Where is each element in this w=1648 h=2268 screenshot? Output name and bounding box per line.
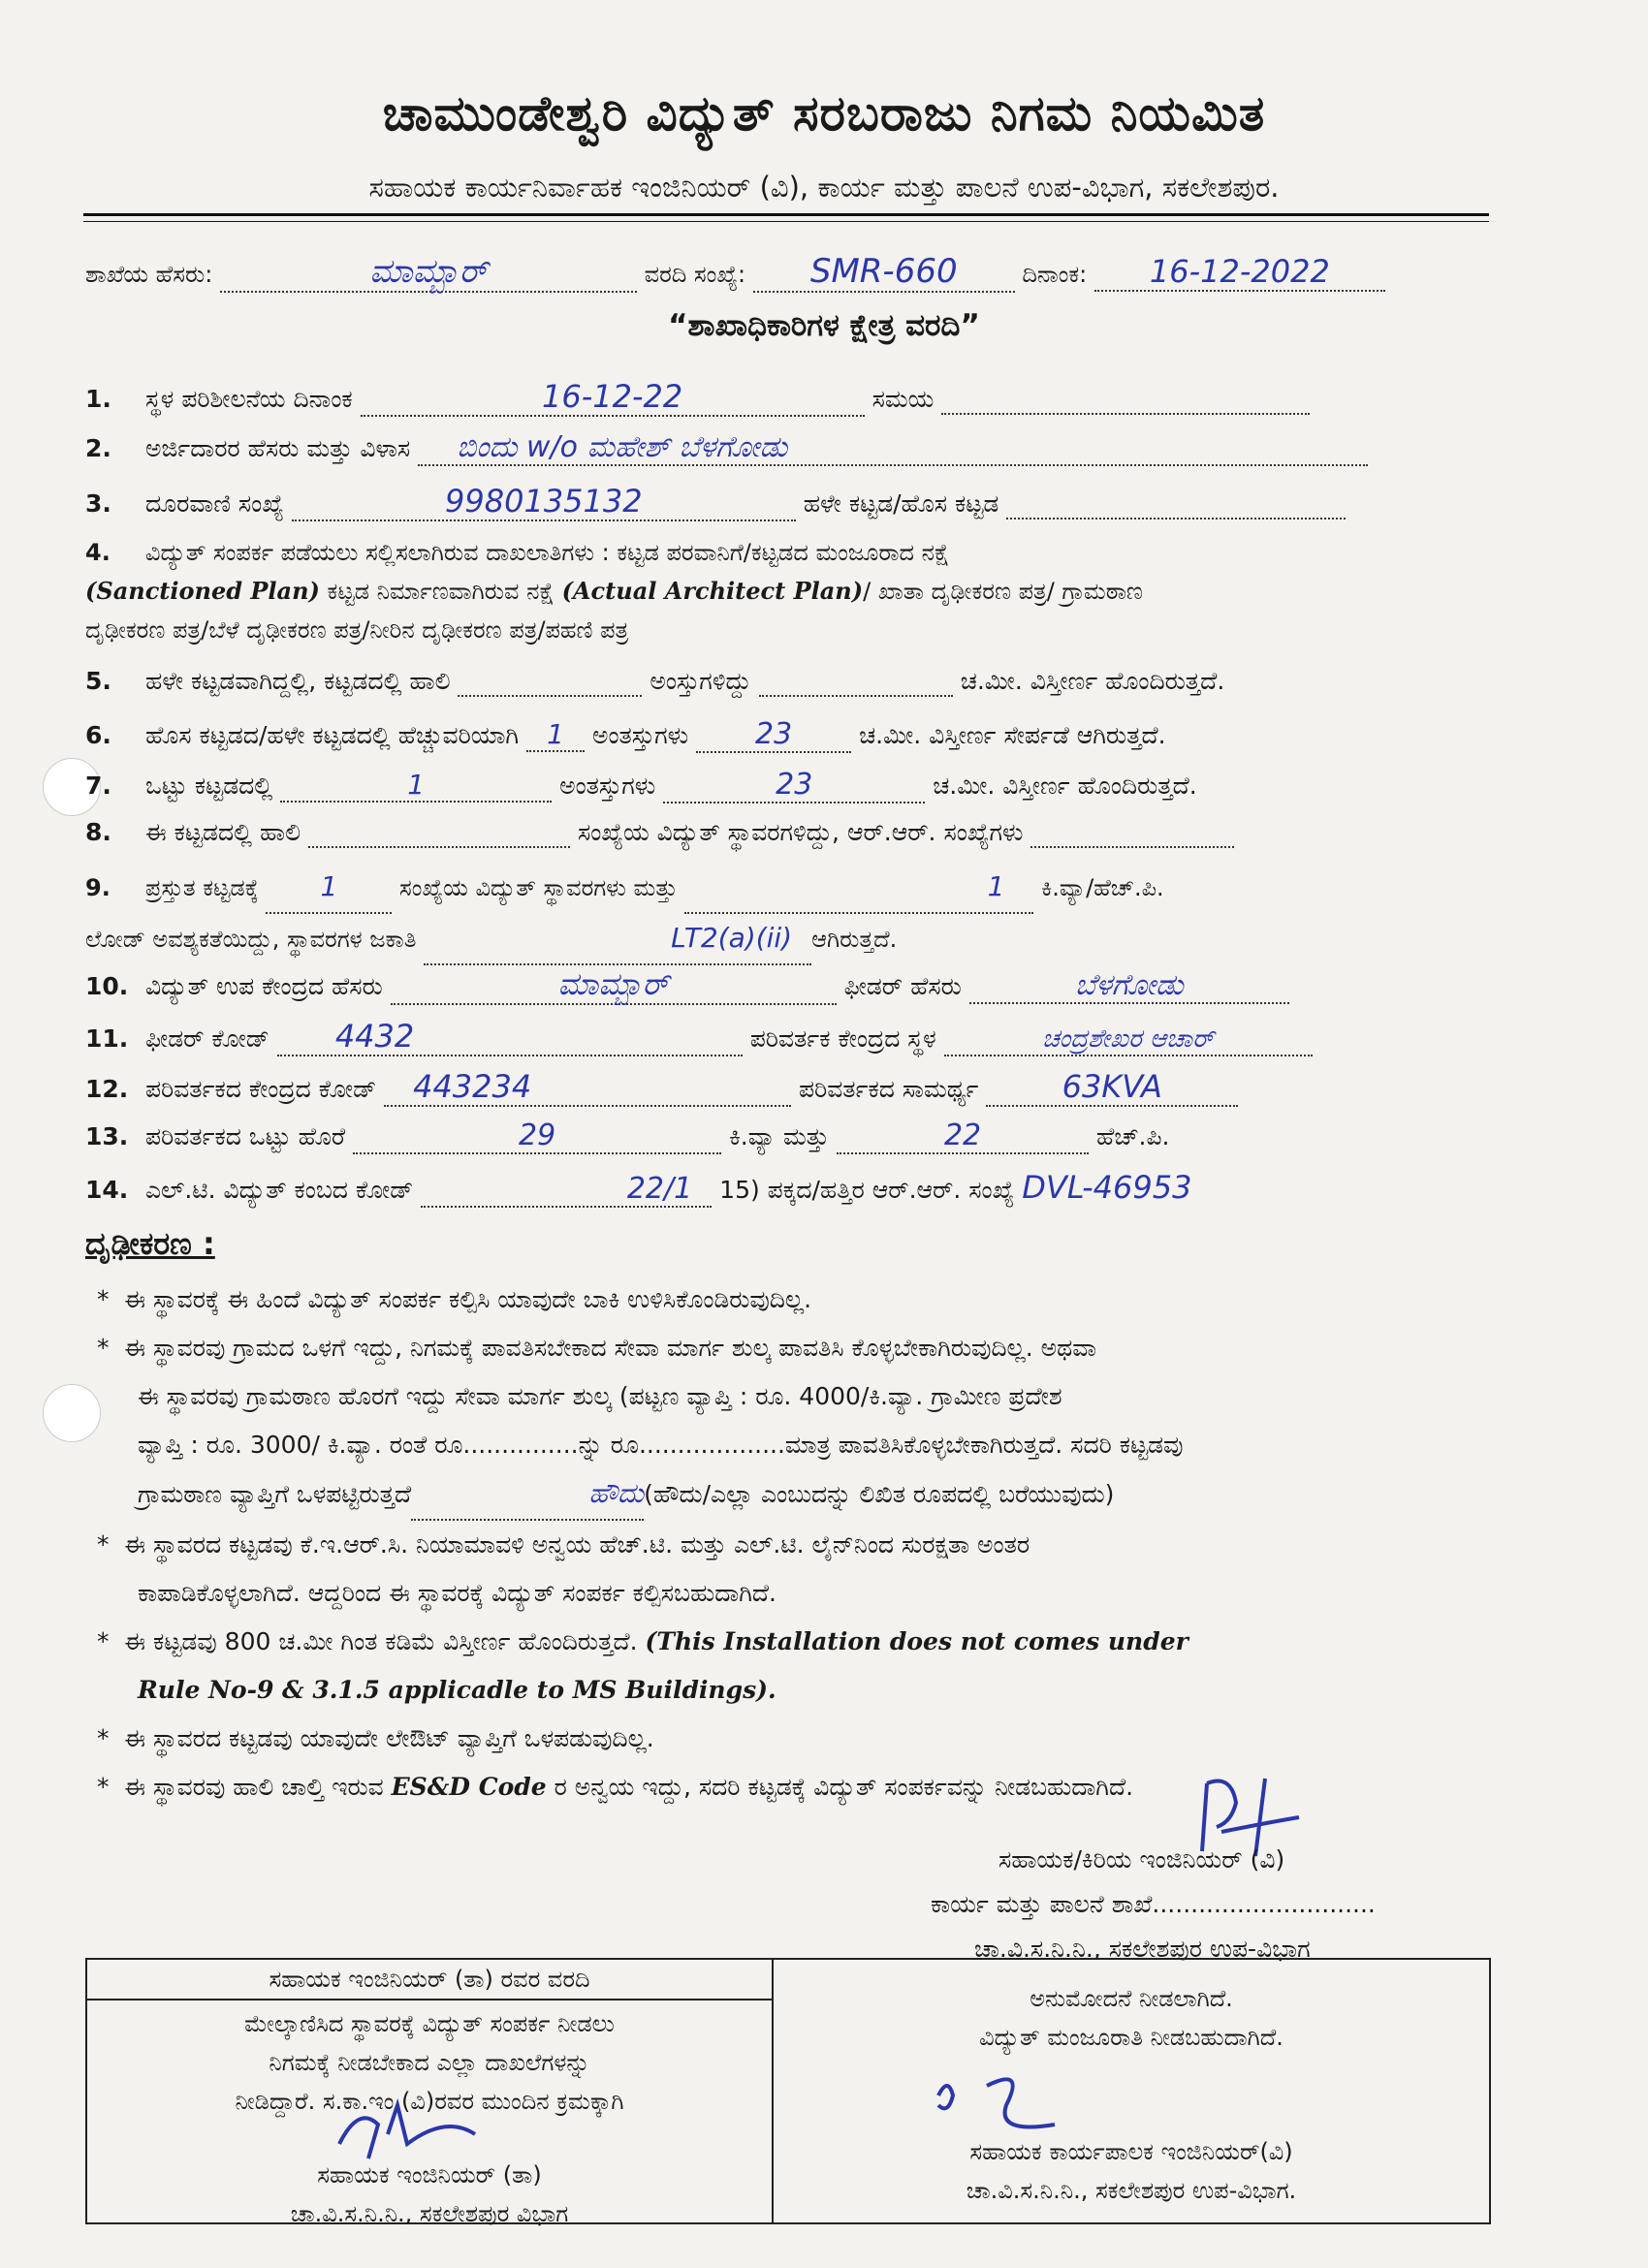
ae-report-line-1: ಮೇಲ್ಕಾಣಿಸಿದ ಸ್ಥಾವರಕ್ಕೆ ವಿದ್ಯುತ್ ಸಂಪರ್ಕ ನೀಡಲು bbox=[244, 2010, 615, 2037]
item-label: ಪರಿವರ್ತಕದ ಒಟ್ಟು ಹೊರೆ bbox=[145, 1122, 346, 1150]
cert-bullet-3-line-1: ಈ ಸ್ಥಾವರದ ಕಟ್ಟಡವು ಕೆ.ಇ.ಆರ್.ಸಿ. ನಿಯಾಮಾವಳಿ ಅನ್ವಯ ಹೆಚ್.ಟಿ. ಮತ್ತು ಎಲ್.ಟಿ. ಲೈನ್‌ನಿಂದ ಸುರಕ್ಷತಾ ಅಂತರ bbox=[124, 1530, 1030, 1559]
item-label: ಹೊಸ ಕಟ್ಟಡದ/ಹಳೇ ಕಟ್ಟಡದಲ್ಲಿ ಹೆಚ್ಚುವರಿಯಾಗಿ bbox=[145, 721, 520, 749]
total-area-field bbox=[663, 768, 925, 803]
ae-report-box bbox=[85, 1958, 774, 2227]
sign-office: ಚಾ.ವಿ.ಸ.ನಿ.ನಿ., ಸಕಲೇಶಪುರ ಉಪ-ವಿಭಾಗ bbox=[974, 1935, 1311, 1963]
feeder-name-value: ಬೆಳಗೋಡು bbox=[1074, 968, 1184, 1002]
bullet-icon: * bbox=[97, 1334, 125, 1362]
item-4-line-2b: ಕಟ್ಟಡ ನಿರ್ಮಾಣವಾಗಿರುವ ನಕ್ಷೆ bbox=[319, 578, 562, 605]
cert-bullet-3-line-2: ಕಾಪಾಡಿಕೊಳ್ಳಲಾಗಿದೆ. ಆದ್ದರಿಂದ ಈ ಸ್ಥಾವರಕ್ಕೆ ವಿದ್ಯುತ್ ಸಂಪರ್ಕ ಕಲ್ಪಿಸಬಹುದಾಗಿದೆ. bbox=[138, 1579, 777, 1607]
item-number: 13. bbox=[85, 1122, 129, 1150]
item-4-line-3: ದೃಢೀಕರಣ ಪತ್ರ/ಬೆಳೆ ದೃಢೀಕರಣ ಪತ್ರ/ನೀರಿನ ದೃಢೀಕರಣ ಪತ್ರ/ಪಹಣಿ ಪತ್ರ bbox=[85, 616, 629, 644]
existing-area-field bbox=[759, 667, 953, 697]
pole-code-value: 22/1 bbox=[626, 1172, 693, 1206]
item-11 bbox=[85, 1018, 1313, 1056]
added-floors-field bbox=[526, 718, 585, 752]
item-13 bbox=[85, 1118, 1169, 1154]
installations-label: ಸಂಖ್ಯೆಯ ವಿದ್ಯುತ್ ಸ್ಥಾವರಗಳು ಮತ್ತು bbox=[399, 874, 678, 901]
load-kw-value: 29 bbox=[519, 1118, 556, 1152]
sign-block bbox=[911, 1838, 1512, 1971]
cert-bullet-2-line-2: ಈ ಸ್ಥಾವರವು ಗ್ರಾಮಠಾಣ ಹೊರಗೆ ಇದ್ದು ಸೇವಾ ಮಾರ್ಗ ಶುಲ್ಕ (ಪಟ್ಟಣ ವ್ಯಾಪ್ತಿ : ರೂ. 4000/ಕಿ.ವ್ಯಾ. ಗ್ರಾಮೀಣ ಪ್ರದೇಶ bbox=[138, 1382, 1062, 1410]
substation-value: ಮಾಮ್ಬಾರ್ bbox=[557, 965, 669, 1002]
pole-code-field bbox=[421, 1172, 712, 1208]
item-number: 1. bbox=[85, 385, 111, 413]
item-label: ಪ್ರಸ್ತುತ ಕಟ್ಟಡಕ್ಕೆ bbox=[145, 874, 259, 901]
phone-value: 9980135132 bbox=[445, 483, 643, 520]
inspection-date-field bbox=[361, 378, 865, 417]
approval-line-1: ಅನುಮೋದನೆ ನೀಡಲಾಗಿದೆ. bbox=[1030, 1985, 1233, 2012]
sanctioned-plan-text: (Sanctioned Plan) bbox=[85, 577, 320, 605]
gramathana-value: ಹೌದು bbox=[588, 1477, 645, 1509]
cert-bullet-5: ಈ ಸ್ಥಾವರದ ಕಟ್ಟಡವು ಯಾವುದೇ ಲೇಔಟ್ ವ್ಯಾಪ್ತಿಗೆ ಒಳಪಡುವುದಿಲ್ಲ. bbox=[124, 1724, 654, 1752]
gramathana-field bbox=[411, 1469, 644, 1521]
tariff-label: ಲೋಡ್ ಅವಶ್ಯಕತೆಯಿದ್ದು, ಸ್ಥಾವರಗಳ ಜಕಾತಿ bbox=[85, 926, 417, 953]
feeder-name-label: ಫೀಡರ್ ಹೆಸರು bbox=[843, 972, 962, 1000]
load-kw-field bbox=[353, 1118, 721, 1154]
item-number: 8. bbox=[85, 818, 111, 846]
item-number: 7. bbox=[85, 772, 111, 800]
item-number: 9. bbox=[85, 874, 111, 901]
architect-plan-text: (Actual Architect Plan) bbox=[561, 577, 864, 605]
aee-signature bbox=[919, 2066, 1113, 2144]
item-1 bbox=[85, 378, 1310, 417]
bullet-icon: * bbox=[97, 1627, 125, 1655]
load-unit-label: ಕಿ.ವ್ಯಾ/ಹೆಚ್.ಪಿ. bbox=[1041, 874, 1164, 901]
gramathana-instruction: (ಹೌದು/ಎಲ್ಲಾ ಎಂಬುದನ್ನು ಲಿಖಿತ ರೂಪದಲ್ಲಿ ಬರೆಯುವುದು) bbox=[644, 1480, 1115, 1508]
installations-label: ಸಂಖ್ಯೆಯ ವಿದ್ಯುತ್ ಸ್ಥಾವರಗಳಿದ್ದು, ಆರ್.ಆರ್. ಸಂಖ್ಯೆಗಳು bbox=[577, 818, 1024, 846]
feeder-name-field bbox=[969, 968, 1289, 1004]
item-label: ಹಳೇ ಕಟ್ಟಡವಾಗಿದ್ದಲ್ಲಿ, ಕಟ್ಟಡದಲ್ಲಿ ಹಾಲಿ bbox=[145, 667, 451, 695]
transformer-location-label: ಪರಿವರ್ತಕ ಕೇಂದ್ರದ ಸ್ಥಳ bbox=[749, 1024, 936, 1053]
tariff-field bbox=[424, 914, 811, 965]
cert-bullet-6c: ರ ಅನ್ವಯ ಇದ್ದು, ಸದರಿ ಕಟ್ಟಡಕ್ಕೆ ವಿದ್ಯುತ್ ಸಂಪರ್ಕವನ್ನು ನೀಡಬಹುದಾಗಿದೆ. bbox=[546, 1773, 1134, 1801]
item-number: 6. bbox=[85, 721, 111, 749]
item-number: 4. bbox=[85, 539, 111, 566]
item-label: ಸ್ಥಳ ಪರಿಶೀಲನೆಯ ದಿನಾಂಕ bbox=[145, 385, 353, 413]
item-number: 12. bbox=[85, 1075, 129, 1103]
report-no-value: SMR-660 bbox=[809, 252, 958, 291]
applicant-value: ಬಿಂದು w/o ಮಹೇಶ್ ಬೆಳಗೋಡು bbox=[457, 430, 788, 464]
date-label: ದಿನಾಂಕ: bbox=[1022, 261, 1088, 288]
item-number: 10. bbox=[85, 972, 129, 1000]
transformer-capacity-label: ಪರಿವರ್ತಕದ ಸಾಮರ್ಥ್ಯ bbox=[799, 1075, 979, 1103]
bullet-icon: * bbox=[97, 1530, 125, 1559]
added-floors-value: 1 bbox=[547, 718, 564, 750]
item-2 bbox=[85, 430, 1368, 466]
phone-field bbox=[292, 483, 796, 521]
existing-installations-field bbox=[308, 818, 570, 848]
load-field bbox=[684, 863, 1033, 914]
report-no-label: ವರದಿ ಸಂಖ್ಯೆ: bbox=[644, 261, 746, 288]
item-10 bbox=[85, 965, 1289, 1005]
added-area-field bbox=[696, 717, 851, 753]
branch-label: ಶಾಖೆಯ ಹೆಸರು: bbox=[85, 261, 213, 288]
org-title: ಚಾಮುಂಡೇಶ್ವರಿ ವಿದ್ಯುತ್ ಸರಬರಾಜು ನಿಗಮ ನಿಯಮಿತ bbox=[382, 85, 1266, 142]
meta-line bbox=[85, 252, 1385, 293]
area-label: ಚ.ಮೀ. ವಿಸ್ತೀರ್ಣ ಹೊಂದಿರುತ್ತದೆ. bbox=[960, 667, 1225, 695]
cert-bullet-1: ಈ ಸ್ಥಾವರಕ್ಕೆ ಈ ಹಿಂದೆ ವಿದ್ಯುತ್ ಸಂಪರ್ಕ ಕಲ್ಪಿಸಿ ಯಾವುದೇ ಬಾಕಿ ಉಳಿಸಿಕೊಂಡಿರುವುದಿಲ್ಲ. bbox=[124, 1285, 812, 1313]
building-type-label: ಹಳೇ ಕಟ್ಟಡ/ಹೊಸ ಕಟ್ಟಡ bbox=[803, 489, 999, 518]
applicant-field bbox=[418, 430, 1368, 466]
aee-approval-box bbox=[774, 1958, 1491, 2224]
ae-sign-designation: ಸಹಾಯಕ ಇಂಜಿನಿಯರ್ (ತಾ) bbox=[317, 2161, 542, 2189]
item-label: ವಿದ್ಯುತ್ ಉಪ ಕೇಂದ್ರದ ಹೆಸರು bbox=[145, 972, 383, 1000]
item-4 bbox=[85, 533, 1143, 649]
load-hp-value: 22 bbox=[943, 1118, 982, 1152]
item-9 bbox=[85, 863, 1164, 965]
tariff-value: LT2(a)(ii) bbox=[671, 922, 793, 954]
cert-bullet-2-line-3: ವ್ಯಾಪ್ತಿ : ರೂ. 3000/ ಕಿ.ವ್ಯಾ. ರಂತೆ ರೂ...............ನ್ನು ರೂ...................ಮಾತ್ರ ಪಾವತಿಸಿಕೊಳ್ಳಬೇಕಾಗಿರುತ್ತದೆ. ಸದರಿ ಕಟ್ಟಡವು bbox=[138, 1431, 1184, 1459]
bullet-icon: * bbox=[97, 1773, 125, 1801]
item-label: ಪರಿವರ್ತಕದ ಕೇಂದ್ರದ ಕೋಡ್ bbox=[145, 1075, 377, 1103]
esd-code-text: ES&D Code bbox=[391, 1773, 547, 1801]
ae-signature bbox=[330, 2095, 523, 2163]
item-label: ದೂರವಾಣಿ ಸಂಖ್ಯೆ bbox=[145, 489, 284, 518]
aee-sign-office: ಚಾ.ವಿ.ಸ.ನಿ.ನಿ., ಸಕಲೇಶಪುರ ಉಪ-ವಿಭಾಗ. bbox=[966, 2177, 1297, 2204]
item-label: ಫೀಡರ್ ಕೋಡ್ bbox=[145, 1024, 269, 1053]
item-4-line-2d: / ಖಾತಾ ದೃಢೀಕರಣ ಪತ್ರ/ ಗ್ರಾಮಠಾಣ bbox=[863, 578, 1143, 605]
load-hp-field bbox=[837, 1118, 1089, 1154]
existing-floors-field bbox=[458, 667, 642, 697]
item-12 bbox=[85, 1068, 1238, 1107]
load-value: 1 bbox=[987, 870, 1005, 902]
feeder-code-value: 4432 bbox=[334, 1018, 415, 1055]
area-label: ಚ.ಮೀ. ವಿಸ್ತೀರ್ಣ ಹೊಂದಿರುತ್ತದೆ. bbox=[933, 772, 1197, 800]
transformer-capacity-field bbox=[986, 1068, 1238, 1107]
cert-bullet-4-line-2: Rule No-9 & 3.1.5 applicadle to MS Buildings). bbox=[138, 1676, 776, 1704]
item-number: 5. bbox=[85, 667, 111, 695]
item-6 bbox=[85, 717, 1166, 753]
report-no-field bbox=[753, 252, 1015, 293]
report-title: “ಶಾಖಾಧಿಕಾರಿಗಳ ಕ್ಷೇತ್ರ ವರದಿ” bbox=[668, 308, 980, 343]
item-label: ಅರ್ಜಿದಾರರ ಹೆಸರು ಮತ್ತು ವಿಳಾಸ bbox=[145, 434, 411, 462]
item-4-line-1: ವಿದ್ಯುತ್ ಸಂಪರ್ಕ ಪಡೆಯಲು ಸಲ್ಲಿಸಲಾಗಿರುವ ದಾಖಲಾತಿಗಳು : ಕಟ್ಟಡ ಪರವಾನಿಗೆ/ಕಟ್ಟಡದ ಮಂಜೂರಾದ ನಕ್ಷೆ bbox=[145, 539, 950, 566]
feeder-code-field bbox=[277, 1018, 743, 1056]
date-value: 16-12-2022 bbox=[1149, 253, 1330, 290]
item-number: 3. bbox=[85, 489, 111, 518]
header-rule-1 bbox=[83, 213, 1489, 216]
floors-label: ಅಂಸ್ತುಗಳಿದ್ದು bbox=[650, 667, 751, 695]
header-rule-2 bbox=[83, 221, 1489, 222]
item-label: ಒಟ್ಟು ಕಟ್ಟಡದಲ್ಲಿ bbox=[145, 772, 273, 800]
added-area-value: 23 bbox=[755, 717, 793, 751]
cert-bullet-2-line-1: ಈ ಸ್ಥಾವರವು ಗ್ರಾಮದ ಒಳಗೆ ಇದ್ದು, ನಿಗಮಕ್ಕೆ ಪಾವತಿಸಬೇಕಾದ ಸೇವಾ ಮಾರ್ಗ ಶುಲ್ಕ ಪಾವತಿಸಿ ಕೊಳ್ಳಬೇಕಾಗಿರುವುದಿಲ್ಲ. ಅಥವಾ bbox=[124, 1334, 1097, 1362]
item-8 bbox=[85, 818, 1234, 848]
rr-number-value: DVL-46953 bbox=[1022, 1169, 1192, 1206]
ae-sign-office: ಚಾ.ವಿ.ಸ.ನಿ.ನಿ., ಸಕಲೇಶಪುರ ವಿಭಾಗ bbox=[290, 2200, 569, 2227]
bullet-icon: * bbox=[97, 1285, 125, 1313]
ae-report-line-3: ನೀಡಿದ್ದಾರೆ. ಸ.ಕಾ.ಇಂ.(ವಿ)ರವರ ಮುಂದಿನ ಕ್ರಮಕ್ಕಾಗಿ bbox=[235, 2088, 624, 2115]
transformer-location-value: ಚಂದ್ರಶೇಖರ ಆಚಾರ್ bbox=[1042, 1024, 1215, 1054]
sign-branch: ಕಾರ್ಯ ಮತ್ತು ಪಾಲನೆ ಶಾಖೆ............................. bbox=[931, 1890, 1376, 1918]
item-5 bbox=[85, 667, 1224, 697]
transformer-capacity-value: 63KVA bbox=[1062, 1068, 1162, 1105]
rr-number-label: 15) ಪಕ್ಕದ/ಹತ್ತಿರ ಆರ್.ಆರ್. ಸಂಖ್ಯೆ bbox=[719, 1176, 1015, 1204]
item-14 bbox=[85, 1169, 1191, 1208]
total-floors-value: 1 bbox=[407, 769, 426, 801]
kw-label: ಕಿ.ವ್ಯಾ ಮತ್ತು bbox=[729, 1122, 830, 1150]
date-field bbox=[1094, 253, 1385, 292]
transformer-code-field bbox=[384, 1068, 791, 1107]
floors-label: ಅಂತಸ್ತುಗಳು bbox=[591, 721, 689, 749]
substation-field bbox=[391, 965, 837, 1005]
time-field bbox=[941, 385, 1310, 415]
aee-sign-designation: ಸಹಾಯಕ ಕಾರ್ಯಪಾಲಕ ಇಂಜಿನಿಯರ್(ವಿ) bbox=[969, 2138, 1293, 2165]
item-7 bbox=[85, 768, 1197, 803]
bullet-icon: * bbox=[97, 1724, 125, 1752]
certification-heading: ದೃಢೀಕರಣ : bbox=[85, 1225, 215, 1262]
cert-bullet-2-line-4: ಗ್ರಾಮಠಾಣ ವ್ಯಾಪ್ತಿಗೆ ಒಳಪಟ್ಟಿರುತ್ತದೆ bbox=[138, 1480, 412, 1508]
floors-label: ಅಂತಸ್ತುಗಳು bbox=[559, 772, 656, 800]
building-type-field bbox=[1006, 489, 1346, 520]
time-label: ಸಮಯ bbox=[872, 385, 935, 413]
ae-report-heading: ಸಹಾಯಕ ಇಂಜಿನಿಯರ್ (ತಾ) ರವರ ವರದಿ bbox=[87, 1960, 772, 2000]
item-label: ಎಲ್.ಟಿ. ವಿದ್ಯುತ್ ಕಂಬದ ಕೋಡ್ bbox=[145, 1176, 414, 1204]
rr-numbers-field bbox=[1030, 818, 1234, 848]
certification-list bbox=[97, 1276, 1493, 1811]
total-floors-field bbox=[280, 769, 552, 803]
tariff-suffix: ಆಗಿರುತ್ತದೆ. bbox=[811, 926, 898, 953]
sign-designation: ಸಹಾಯಕ/ಕಿರಿಯ ಇಂಜಿನಿಯರ್ (ವಿ) bbox=[998, 1845, 1285, 1874]
item-number: 14. bbox=[85, 1176, 129, 1204]
hp-label: ಹೆಚ್.ಪಿ. bbox=[1096, 1122, 1170, 1150]
cert-bullet-4-line-1: ಈ ಕಟ್ಟಡವು 800 ಚ.ಮೀ ಗಿಂತ ಕಡಿಮೆ ವಿಸ್ತೀರ್ಣ ಹೊಂದಿರುತ್ತದೆ. bbox=[124, 1627, 646, 1655]
installations-count-field bbox=[266, 863, 392, 914]
branch-field bbox=[220, 252, 637, 293]
ae-report-line-2: ನಿಗಮಕ್ಕೆ ನೀಡಬೇಕಾದ ಎಲ್ಲಾ ದಾಖಲೆಗಳನ್ನು bbox=[269, 2049, 590, 2076]
item-3 bbox=[85, 483, 1346, 521]
item-number: 11. bbox=[85, 1024, 129, 1053]
punch-hole-bottom bbox=[43, 1384, 101, 1442]
office-subtitle: ಸಹಾಯಕ ಕಾರ್ಯನಿರ್ವಾಹಕ ಇಂಜಿನಿಯರ್ (ವಿ), ಕಾರ್ಯ ಮತ್ತು ಪಾಲನೆ ಉಪ-ವಿಭಾಗ, ಸಕಲೇಶಪುರ. bbox=[368, 171, 1280, 204]
cert-bullet-6a: ಈ ಸ್ಥಾವರವು ಹಾಲಿ ಚಾಲ್ತಿ ಇರುವ bbox=[124, 1773, 392, 1801]
cert-bullet-4-english: (This Installation does not comes under bbox=[645, 1627, 1188, 1655]
branch-value: ಮಾಮ್ಬಾರ್ bbox=[369, 252, 488, 291]
item-number: 2. bbox=[85, 434, 111, 462]
inspection-date-value: 16-12-22 bbox=[542, 378, 683, 415]
transformer-location-field bbox=[944, 1024, 1313, 1056]
transformer-code-value: 443234 bbox=[413, 1068, 532, 1105]
total-area-value: 23 bbox=[776, 768, 813, 802]
approval-line-2: ವಿದ್ಯುತ್ ಮಂಜೂರಾತಿ ನೀಡಬಹುದಾಗಿದೆ. bbox=[979, 2024, 1284, 2051]
installations-count-value: 1 bbox=[320, 870, 338, 902]
item-label: ಈ ಕಟ್ಟಡದಲ್ಲಿ ಹಾಲಿ bbox=[145, 818, 301, 846]
area-label: ಚ.ಮೀ. ವಿಸ್ತೀರ್ಣ ಸೇರ್ಪಡೆ ಆಗಿರುತ್ತದೆ. bbox=[859, 721, 1166, 749]
